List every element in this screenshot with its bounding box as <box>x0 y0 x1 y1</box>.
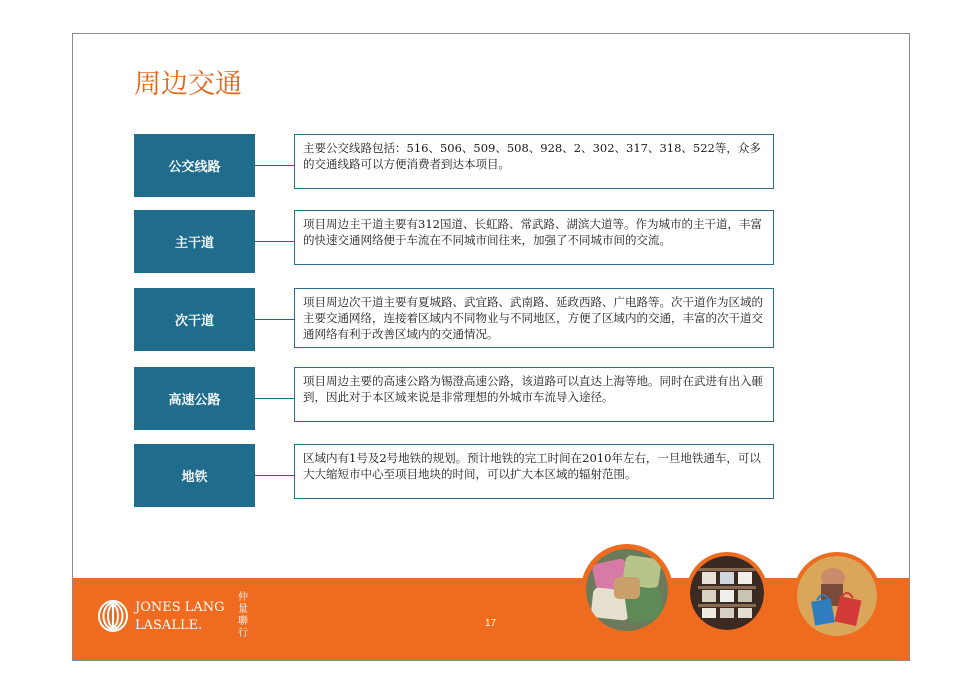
slide <box>72 33 910 661</box>
connector-line <box>255 319 294 320</box>
logo-chinese: 仲量聯行 <box>238 592 248 639</box>
logo-rings-icon <box>97 600 129 632</box>
logo-line-2: LASALLE. <box>135 618 203 633</box>
cushions-photo-icon <box>586 549 668 631</box>
connector-line <box>255 165 294 166</box>
description-box: 主要公交线路包括：516、506、509、508、928、2、302、317、318、522等，众多的交通线路可以方便消费者到达本项目。 <box>294 134 774 189</box>
category-label: 高速公路 <box>134 367 255 430</box>
description-box: 项目周边主要的高速公路为锡澄高速公路，该道路可以直达上海等地。同时在武进有出入砸到，因此对于本区域来说是非常理想的外城市车流导入途径。 <box>294 367 774 422</box>
photo-frame <box>581 544 673 636</box>
photo-frame <box>686 552 768 634</box>
shopping-bags-photo-icon <box>797 556 877 636</box>
category-label: 公交线路 <box>134 134 255 197</box>
slide-title: 周边交通 <box>134 69 242 100</box>
page-number: 17 <box>485 618 497 629</box>
connector-line <box>255 398 294 399</box>
category-label: 次干道 <box>134 288 255 351</box>
connector-line <box>255 475 294 476</box>
logo-line-1: JONES LANG <box>135 600 225 615</box>
photo-frame <box>793 552 881 640</box>
connector-line <box>255 241 294 242</box>
category-label: 地铁 <box>134 444 255 507</box>
clothing-shelf-photo-icon <box>690 556 764 630</box>
description-box: 区域内有1号及2号地铁的规划。预计地铁的完工时间在2010年左右，一旦地铁通车，可以大大缩短市中心至项目地块的时间，可以扩大本区域的辐射范围。 <box>294 444 774 499</box>
category-label: 主干道 <box>134 210 255 273</box>
description-box: 项目周边主干道主要有312国道、长虹路、常武路、湖滨大道等。作为城市的主干道，丰富的快速交通网络便于车流在不同城市间往来，加强了不同城市间的交流。 <box>294 210 774 265</box>
description-box: 项目周边次干道主要有夏城路、武宜路、武南路、延政西路、广电路等。次干道作为区域的主要交通网络，连接着区域内不同物业与不同地区，方便了区域内的交通，丰富的次干道交通网络有利于改善区域内的交通情况。 <box>294 288 774 348</box>
logo-wordmark <box>135 599 225 635</box>
footer-band <box>73 578 909 661</box>
